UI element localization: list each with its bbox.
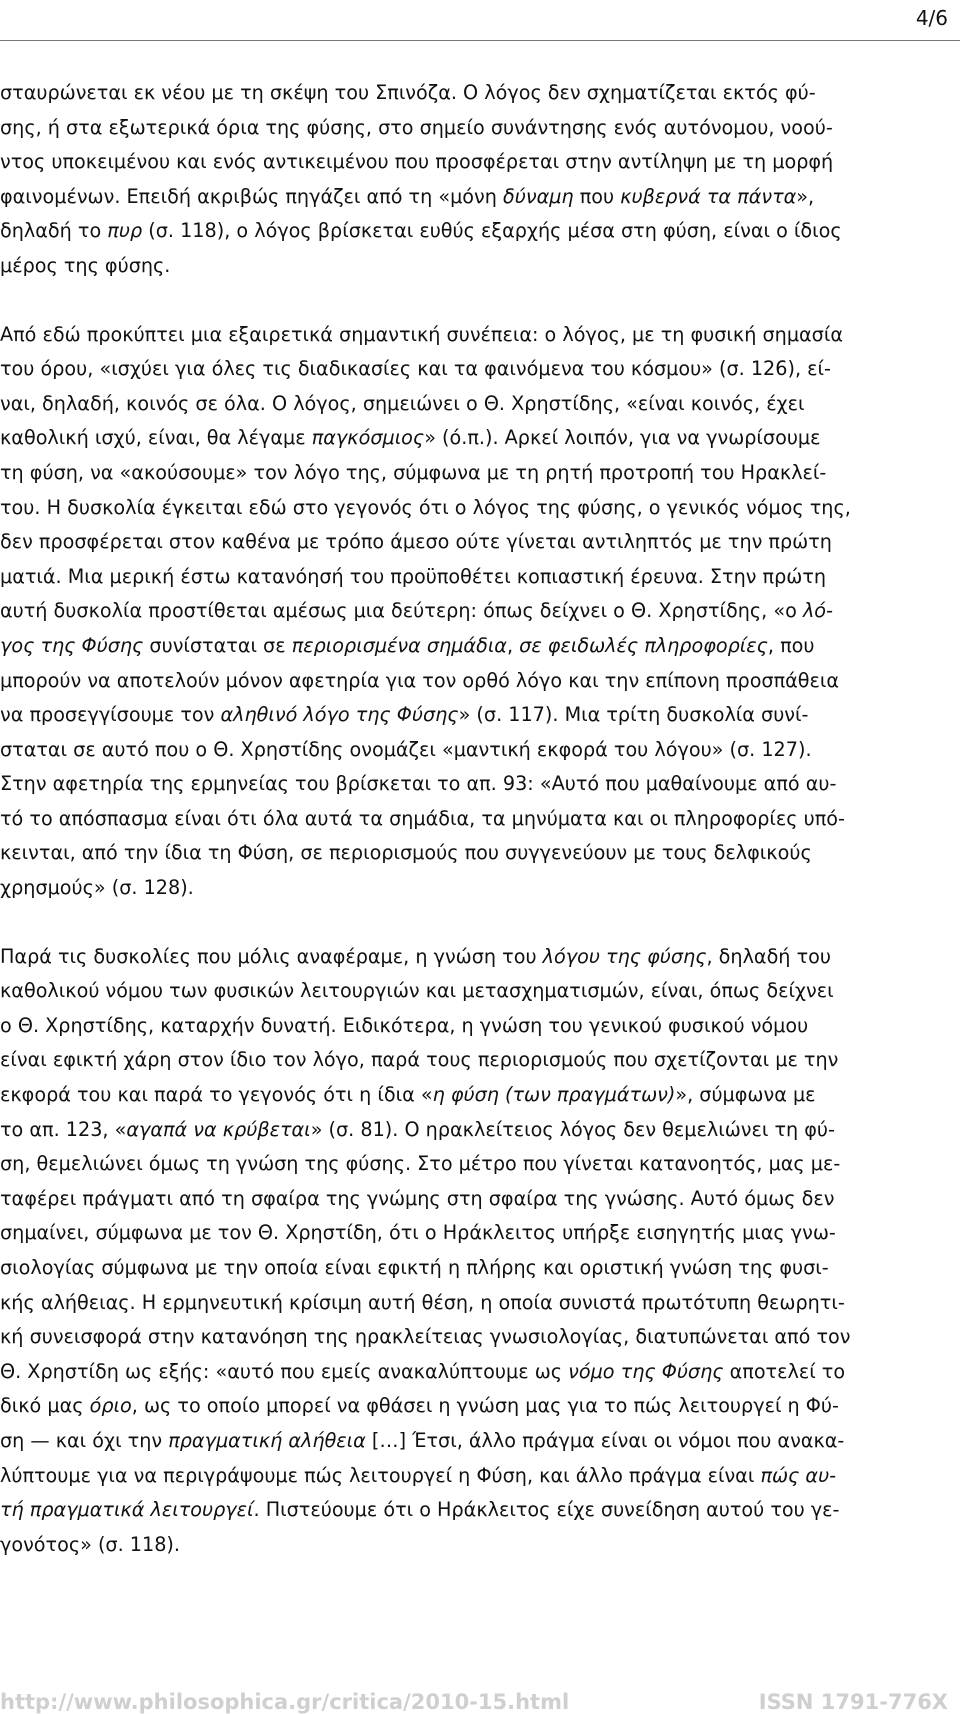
text-run: . Πιστεύουμε ότι ο Ηράκλειτος είχε συνείδηση αυτού του γε- xyxy=(253,1498,840,1522)
text-run: εκφορά του και παρά το γεγονός ότι η ίδια « xyxy=(0,1083,433,1107)
text-run: κής αλήθειας. Η ερμηνευτική κρίσιμη αυτή θέση, η οποία συνιστά πρωτότυπη θεωρητι- xyxy=(0,1290,845,1314)
footer-url: http://www.philosophica.gr/critica/2010-15.html xyxy=(0,1690,570,1714)
text-line xyxy=(0,1078,950,1113)
text-line xyxy=(0,1043,950,1078)
text-line xyxy=(0,560,950,595)
text-run: ο Θ. Χρηστίδης, καταρχήν δυνατή. Ειδικότερα, η γνώση του γενικού φυσικού νόμου xyxy=(0,1013,809,1037)
text-line xyxy=(0,145,950,180)
emphasized-text: πραγματική αλήθεια xyxy=(168,1428,366,1452)
text-run: » (ό.π.). Αρκεί λοιπόν, για να γνωρίσουμε xyxy=(424,426,821,450)
text-line xyxy=(0,1424,950,1459)
emphasized-text: λό- xyxy=(802,599,833,623)
text-line xyxy=(0,733,950,768)
text-run: , που xyxy=(767,633,815,657)
text-run: Από εδώ προκύπτει μια εξαιρετικά σημαντική συνέπεια: ο λόγος, με τη φυσική σημασία xyxy=(0,322,843,346)
text-run: τη φύση, να «ακούσουμε» τον λόγο της, σύμφωνα με τη ρητή προτροπή του Ηρακλεί- xyxy=(0,460,827,484)
text-run: ντος υποκειμένου και ενός αντικειμένου που προσφέρεται στην αντίληψη με τη μορφή xyxy=(0,150,834,174)
emphasized-text: όριο xyxy=(89,1394,132,1418)
text-run: συνίσταται σε xyxy=(143,633,292,657)
text-run: σταυρώνεται εκ νέου με τη σκέψη του Σπινόζα. Ο λόγος δεν σχηματίζεται εκτός φύ- xyxy=(0,81,816,104)
text-line xyxy=(0,491,950,526)
text-run: », σύμφωνα με xyxy=(675,1083,816,1107)
header-divider xyxy=(0,40,960,41)
text-run: δηλαδή το xyxy=(0,219,108,243)
text-run: αυτή δυσκολία προστίθεται αμέσως μια δεύτερη: όπως δείχνει ο Θ. Χρηστίδης, «ο xyxy=(0,599,803,623)
text-line xyxy=(0,1182,950,1217)
article-body xyxy=(0,76,950,1562)
text-run: , δηλαδή του xyxy=(706,944,831,968)
text-run: σιολογίας σύμφωνα με την οποία είναι εφικτή η πλήρης και οριστική γνώση της φυσι- xyxy=(0,1256,829,1279)
text-line xyxy=(0,352,950,387)
text-run: δικό μας xyxy=(0,1394,90,1418)
text-run: ναι, δηλαδή, κοινός σε όλα. Ο λόγος, σημειώνει ο Θ. Χρηστίδης, «είναι κοινός, έχει xyxy=(0,391,805,415)
text-run: », xyxy=(796,184,815,208)
emphasized-text: πυρ xyxy=(107,219,143,243)
text-run: καθολικού νόμου των φυσικών λειτουργιών και μετασχηματισμών, είναι, όπως δείχνει xyxy=(0,979,834,1003)
text-run: αποτελεί το xyxy=(723,1359,846,1383)
emphasized-text: περιορισμένα σημάδια xyxy=(291,633,507,657)
text-line xyxy=(0,698,950,733)
text-line xyxy=(0,111,950,146)
text-line xyxy=(0,1251,950,1286)
text-line xyxy=(0,1528,950,1563)
text-line xyxy=(0,629,950,664)
text-line xyxy=(0,1286,950,1321)
text-run: ταφέρει πράγματι από τη σφαίρα της γνώμης στη σφαίρα της γνώσης. Αυτό όμως δεν xyxy=(0,1186,835,1210)
text-run: , xyxy=(506,633,520,657)
text-run: να προσεγγίσουμε τον xyxy=(0,703,221,727)
footer-issn: ISSN 1791-776X xyxy=(758,1690,948,1714)
emphasized-text: αληθινό λόγο της Φύσης xyxy=(220,703,459,727)
text-line xyxy=(0,1389,950,1424)
paragraph xyxy=(0,318,950,906)
text-line xyxy=(0,318,950,353)
emphasized-text: αγαπά να κρύβεται xyxy=(126,1117,311,1141)
text-line xyxy=(0,525,950,560)
text-run: το απ. 123, « xyxy=(0,1117,127,1141)
paragraph xyxy=(0,940,950,1563)
text-line xyxy=(0,1147,950,1182)
text-run: (σ. 118), ο λόγος βρίσκεται ευθύς εξαρχής μέσα στη φύση, είναι ο ίδιος xyxy=(142,219,842,243)
text-run: που xyxy=(573,184,621,208)
emphasized-text: σε φειδωλές πληροφορίες xyxy=(519,633,768,657)
text-run: είναι εφικτή χάρη στον ίδιο τον λόγο, παρά τους περιορισμούς που σχετίζονται με την xyxy=(0,1048,839,1072)
text-line xyxy=(0,1459,950,1494)
emphasized-text: λόγου της φύσης xyxy=(542,944,707,968)
text-run: ση, θεμελιώνει όμως τη γνώση της φύσης. Στο μέτρο που γίνεται κατανοητός, μας με- xyxy=(0,1152,841,1176)
emphasized-text: δύναμη xyxy=(503,184,574,208)
emphasized-text: τή πραγματικά λειτουργεί xyxy=(0,1498,254,1522)
text-run: σταται σε αυτό που ο Θ. Χρηστίδης ονομάζει «μαντική εκφορά του λόγου» (σ. 127). xyxy=(0,737,812,761)
text-run: κή συνεισφορά στην κατανόηση της ηρακλείτειας γνωσιολογίας, διατυπώνεται από τον xyxy=(0,1325,851,1349)
text-run: καθολική ισχύ, είναι, θα λέγαμε xyxy=(0,426,312,450)
text-run: σημαίνει, σύμφωνα με τον Θ. Χρηστίδη, ότι ο Ηράκλειτος υπήρξε εισηγητής μιας γνω- xyxy=(0,1221,836,1245)
text-line xyxy=(0,871,950,906)
text-line xyxy=(0,664,950,699)
paragraph xyxy=(0,76,950,284)
text-line xyxy=(0,1009,950,1044)
text-line xyxy=(0,802,950,837)
text-run: Παρά τις δυσκολίες που μόλις αναφέραμε, η γνώση του xyxy=(0,944,543,968)
emphasized-text: γος της Φύσης xyxy=(0,633,144,657)
text-line xyxy=(0,456,950,491)
text-line xyxy=(0,1113,950,1148)
text-run: λύπτουμε για να περιγράψουμε πώς λειτουργεί η Φύση, και άλλο πράγμα είναι xyxy=(0,1463,761,1487)
text-run: φαινομένων. Επειδή ακριβώς πηγάζει από τη «μόνη xyxy=(0,184,504,208)
text-line xyxy=(0,387,950,422)
text-run: Θ. Χρηστίδη ως εξής: «αυτό που εμείς ανακαλύπτουμε ως xyxy=(0,1359,569,1383)
text-run: σης, ή στα εξωτερικά όρια της φύσης, στο σημείο συνάντησης ενός αυτόνομου, νοού- xyxy=(0,115,833,139)
page-number: 4/6 xyxy=(915,6,948,30)
text-run: ση — και όχι την xyxy=(0,1428,169,1452)
text-line xyxy=(0,1216,950,1251)
text-line xyxy=(0,249,950,284)
text-run: του. Η δυσκολία έγκειται εδώ στο γεγονός ότι ο λόγος της φύσης, ο γενικός νόμος της, xyxy=(0,495,851,519)
text-run: γονότος» (σ. 118). xyxy=(0,1532,180,1556)
text-run: μπορούν να αποτελούν μόνον αφετηρία για τον ορθό λόγο και την επίπονη προσπάθεια xyxy=(0,668,840,692)
text-run: χρησμούς» (σ. 128). xyxy=(0,876,194,900)
text-run: ματιά. Μια μερική έστω κατανόησή του προϋποθέτει κοπιαστική έρευνα. Στην πρώτη xyxy=(0,564,827,588)
text-run: τό το απόσπασμα είναι ότι όλα αυτά τα σημάδια, τα μηνύματα και οι πληροφορίες υπό- xyxy=(0,806,845,830)
text-line xyxy=(0,214,950,249)
emphasized-text: παγκόσμιος xyxy=(311,426,425,450)
text-run: δεν προσφέρεται στον καθένα με τρόπο άμεσο ούτε γίνεται αντιληπτός με την πρώτη xyxy=(0,530,832,554)
text-line xyxy=(0,974,950,1009)
text-line xyxy=(0,594,950,629)
text-line xyxy=(0,1355,950,1390)
text-run: κεινται, από την ίδια τη Φύση, σε περιορισμούς που συγγενεύουν με τους δελφικούς xyxy=(0,841,812,865)
emphasized-text: νόμο της Φύσης xyxy=(568,1359,724,1383)
text-line xyxy=(0,76,950,111)
emphasized-text: πώς αυ- xyxy=(760,1463,837,1487)
text-run: , ως το οποίο μπορεί να φθάσει η γνώση μας για το πώς λειτουργεί η Φύ- xyxy=(131,1394,839,1418)
text-run: του όρου, «ισχύει για όλες τις διαδικασίες και τα φαινόμενα του κόσμου» (σ. 126), εί- xyxy=(0,357,831,381)
text-run: […] Έτσι, άλλο πράγμα είναι οι νόμοι που ανακα- xyxy=(365,1428,845,1452)
text-run: » (σ. 117). Μια τρίτη δυσκολία συνί- xyxy=(458,703,809,727)
text-line xyxy=(0,1493,950,1528)
text-run: Στην αφετηρία της ερμηνείας του βρίσκεται το απ. 93: «Αυτό που μαθαίνουμε από αυ- xyxy=(0,772,837,796)
text-line xyxy=(0,836,950,871)
emphasized-text: κυβερνά τα πάντα xyxy=(620,184,797,208)
text-line xyxy=(0,940,950,975)
text-line xyxy=(0,180,950,215)
text-line xyxy=(0,421,950,456)
text-line xyxy=(0,1320,950,1355)
emphasized-text: η φύση (των πραγμάτων) xyxy=(432,1083,676,1107)
text-line xyxy=(0,767,950,802)
text-run: μέρος της φύσης. xyxy=(0,253,171,277)
text-run: » (σ. 81). Ο ηρακλείτειος λόγος δεν θεμελιώνει τη φύ- xyxy=(310,1117,835,1141)
